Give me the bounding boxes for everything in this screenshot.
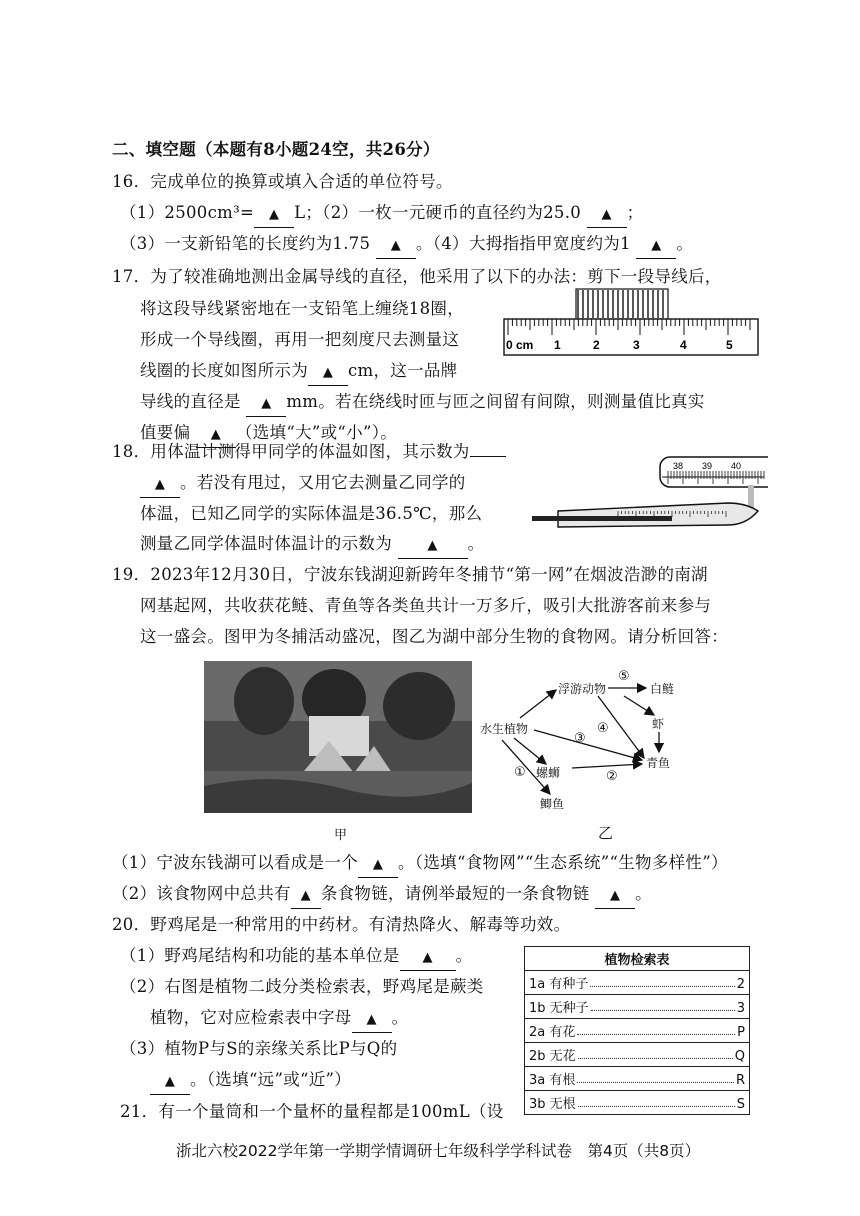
q17-line1: 17．为了较准确地测出金属导线的直径，他采用了以下的办法：剪下一段导线后， [112, 267, 722, 286]
answer-blank[interactable]: ▲ [352, 1006, 392, 1033]
page-footer: 浙北六校2022学年第一学期学情调研七年级科学学科试卷 第4页（共8页） [176, 1142, 701, 1160]
ruler-label: 1 [554, 338, 561, 352]
q19-text: （1）宁波东钱湖可以看成是一个 [112, 853, 358, 872]
q18-line4: 测量乙同学体温时体温计的示数为 ▲ 。 [140, 532, 484, 559]
ruler-label: 0 cm [506, 338, 534, 352]
answer-blank[interactable]: ▲ [196, 421, 236, 448]
q16-text: （1）2500cm³= [120, 203, 255, 222]
answer-blank[interactable]: ▲ [400, 944, 456, 971]
q20-line1: 20．野鸡尾是一种常用的中药材。有清热降火、解毒等功效。 [112, 915, 571, 934]
q18-text: 测量乙同学体温时体温计的示数为 [140, 534, 392, 553]
q20-sub2b [150, 1006, 408, 1033]
q19-line2: 网基起网，共收获花鲢、青鱼等各类鱼共计一万多斤，吸引大批游客前来参与 [140, 596, 712, 615]
q16-line2 [120, 232, 693, 259]
answer-blank[interactable]: ▲ [246, 390, 286, 417]
node-zooplankton: 浮游动物 [558, 682, 607, 696]
answer-blank[interactable]: ▲ [376, 232, 416, 259]
plant-key-table [524, 946, 750, 1115]
q16-text: ； [626, 203, 644, 222]
arrow [624, 696, 654, 715]
q18-line1 [112, 440, 506, 464]
answer-blank[interactable] [470, 456, 506, 457]
ruler-label: 2 [593, 338, 600, 352]
q20-sub3: （3）植物P与S的亲缘关系比P与Q的 [120, 1039, 398, 1058]
q17-text: mm。若在绕线时匝与匝之间留有间隙，则测量值比真实 [286, 392, 705, 411]
q17-line2: 将这段导线紧密地在一支铅笔上缠绕18圈， [140, 299, 464, 318]
arrow [514, 738, 546, 764]
winter-fishing-photo [204, 661, 472, 813]
q19-text: 。 [635, 884, 652, 903]
answer-blank[interactable]: ▲ [308, 359, 348, 386]
arrow [520, 690, 556, 718]
path-mark: ② [606, 769, 618, 784]
key-row: 2b 无花 Q [525, 1043, 750, 1067]
q19-text: 条食物链，请例举最短的一条食物链 [320, 884, 590, 903]
q16-text: L；（2）一枚一元硬币的直径约为25.0 [294, 203, 582, 222]
path-mark: ③ [574, 731, 586, 746]
q20-sub2: （2）右图是植物二歧分类检索表，野鸡尾是蕨类 [120, 977, 484, 996]
answer-blank[interactable]: ▲ [595, 882, 635, 909]
food-web-diagram [478, 660, 718, 838]
answer-blank[interactable]: ▲ [587, 201, 627, 228]
q17-line4 [140, 359, 458, 386]
q17-text: 导线的直径是 [140, 392, 241, 411]
path-mark: ⑤ [618, 669, 630, 684]
node-black-carp: 青鱼 [646, 756, 671, 770]
q20-text: 。 [455, 946, 473, 965]
wire-coil [576, 289, 668, 319]
q19-text: （2）该食物网中总共有 [112, 884, 291, 903]
q20-text: （1）野鸡尾结构和功能的基本单位是 [120, 946, 400, 965]
thermo-label: 39 [702, 461, 713, 471]
ruler-label: 5 [726, 338, 733, 352]
answer-blank[interactable]: ▲ [636, 232, 676, 259]
thermo-label: 38 [673, 461, 684, 471]
q19-sub2 [112, 882, 652, 909]
key-row: 1a 有种子 2 [525, 971, 750, 995]
q16-text: （3）一支新铅笔的长度约为1.75 [120, 234, 371, 253]
node-silver-carp: 白鲢 [650, 682, 675, 696]
q17-text: 值要偏 [140, 423, 191, 442]
section-title: 二、填空题（本题有8小题24空，共26分） [112, 140, 440, 159]
q16-text: 。（4）大拇指指甲宽度约为1 [415, 234, 631, 253]
key-title: 植物检索表 [525, 947, 750, 971]
answer-blank[interactable]: ▲ [254, 201, 294, 228]
q20-text: 植物，它对应检索表中字母 [150, 1008, 352, 1027]
q19-text: 。（选填“食物网”“生态系统”“生物多样性”） [398, 853, 728, 872]
q16-text: 。 [676, 234, 694, 253]
q17-text: 线圈的长度如图所示为 [140, 361, 308, 380]
answer-blank[interactable]: ▲ [150, 1068, 190, 1095]
thermometer-tube [558, 503, 758, 527]
q20-sub3b [150, 1068, 351, 1095]
thermometer-figure [528, 455, 768, 535]
q19-line3: 这一盛会。图甲为冬捕活动盛况，图乙为湖中部分生物的食物网。请分析回答： [140, 627, 728, 646]
q16-line1 [120, 201, 643, 228]
node-crucian-carp: 鲫鱼 [540, 797, 565, 811]
q18-line2 [140, 471, 466, 498]
answer-blank[interactable]: ▲ [291, 882, 321, 909]
key-row: 1b 无种子 3 [525, 995, 750, 1019]
path-mark: ④ [597, 721, 609, 736]
ruler-label: 4 [680, 338, 687, 352]
q21-line1: 21．有一个量筒和一个量杯的量程都是100mL（设 [120, 1102, 504, 1121]
ruler-label: 3 [633, 338, 640, 352]
answer-blank[interactable]: ▲ [358, 851, 398, 878]
q20-text: 。 [391, 1008, 409, 1027]
node-snail: 螺蛳 [536, 766, 561, 780]
caption-b: 乙 [598, 824, 614, 842]
q18-text: 。若没有甩过，又用它去测量乙同学的 [180, 473, 466, 492]
q18-line3: 体温，已知乙同学的实际体温是36.5℃，那么 [140, 504, 483, 523]
q16-stem: 16．完成单位的换算或填入合适的单位符号。 [112, 172, 453, 191]
q17-line5 [140, 390, 705, 417]
node-shrimp: 虾 [652, 717, 665, 731]
thermo-label: 40 [731, 461, 742, 471]
q18-text: 18．用体温计测得甲同学的体温如图，其示数为 [112, 442, 470, 461]
q19-line1: 19．2023年12月30日，宁波东钱湖迎新跨年冬捕节“第一网”在烟波浩渺的南湖 [112, 565, 708, 584]
arrow [572, 764, 642, 768]
q20-text: 。（选填“远”或“近”） [190, 1070, 352, 1089]
caption-a: 甲 [334, 828, 348, 843]
q20-sub1 [120, 944, 472, 971]
path-mark: ① [514, 765, 526, 780]
q17-line3: 形成一个导线圈，再用一把刻度尺去测量这 [140, 330, 460, 349]
key-row: 3a 有根 R [525, 1067, 750, 1091]
q19-sub1 [112, 851, 728, 878]
key-row: 2a 有花 P [525, 1019, 750, 1043]
key-row: 3b 无根 S [525, 1091, 750, 1115]
q17-text: （选填“大”或“小”）。 [235, 423, 398, 442]
node-aquatic-plants: 水生植物 [480, 722, 529, 736]
ruler-figure [500, 287, 762, 359]
answer-blank[interactable]: ▲ [140, 471, 180, 498]
q17-text: cm，这一品牌 [348, 361, 458, 380]
mercury-column [532, 516, 672, 521]
answer-blank[interactable]: ▲ [398, 532, 468, 559]
